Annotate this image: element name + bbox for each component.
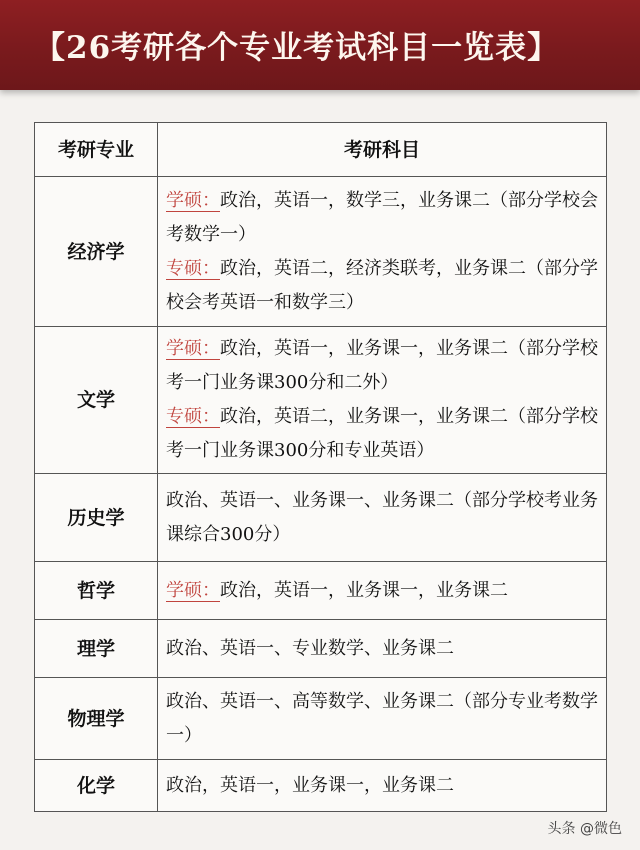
table-row [35,760,607,812]
entry-text: 政治，英语一，业务课一，业务课二（部分学校考一门业务课300分和二外） [166,338,598,393]
title-banner [0,0,640,90]
table-row [35,678,607,760]
degree-tag: 学硕： [166,189,220,211]
entry-text: 政治，英语二，业务课一，业务课二（部分学校考一门业务课300分和专业英语） [166,406,598,461]
subjects-cell [158,760,607,812]
major-cell: 化学 [35,760,158,812]
table-row [35,474,607,562]
degree-tag: 学硕： [166,338,220,359]
entry [166,769,600,803]
subjects-table [34,122,607,812]
entry-text: 政治、英语一、业务课一、业务课二（部分学校考业务课综合300分） [166,489,598,545]
entry-text: 政治，英语一，数学三，业务课二（部分学校会考数学一） [166,189,598,245]
subjects-table-container [34,122,606,812]
table-header-row [35,123,607,177]
subjects-cell [158,620,607,678]
subjects-cell [158,327,607,474]
page-title: 【26考研各个专业考试科目一览表】 [34,30,560,66]
entry-text: 政治、英语一、高等数学、业务课二（部分专业考数学一） [166,690,598,746]
entry-text: 政治，英语二，经济类联考，业务课二（部分学校会考英语一和数学三） [166,257,598,313]
degree-tag: 学硕： [166,579,220,601]
subjects-cell [158,474,607,562]
entry [166,574,600,608]
degree-tag: 专硕： [166,406,220,427]
major-cell: 经济学 [35,177,158,327]
table-row [35,562,607,620]
entry-text: 政治，英语一，业务课一，业务课二 [166,774,454,796]
entry [166,685,600,753]
table-row [35,327,607,474]
entry [166,484,600,552]
major-cell: 理学 [35,620,158,678]
table-row [35,620,607,678]
header-subjects: 考研科目 [158,123,607,177]
source-watermark: 头条 @微色 [547,821,622,837]
header-major: 考研专业 [35,123,158,177]
entry [166,184,600,252]
subjects-cell [158,678,607,760]
major-cell: 文学 [35,327,158,474]
major-cell: 哲学 [35,562,158,620]
entry [166,400,600,468]
subjects-cell [158,562,607,620]
table-row [35,177,607,327]
subjects-cell [158,177,607,327]
entry-text: 政治、英语一、专业数学、业务课二 [166,637,454,659]
degree-tag: 专硕： [166,257,220,279]
entry-text: 政治，英语一，业务课一，业务课二 [220,579,508,601]
entry [166,332,600,400]
entry [166,252,600,320]
major-cell: 物理学 [35,678,158,760]
major-cell: 历史学 [35,474,158,562]
entry [166,632,600,666]
